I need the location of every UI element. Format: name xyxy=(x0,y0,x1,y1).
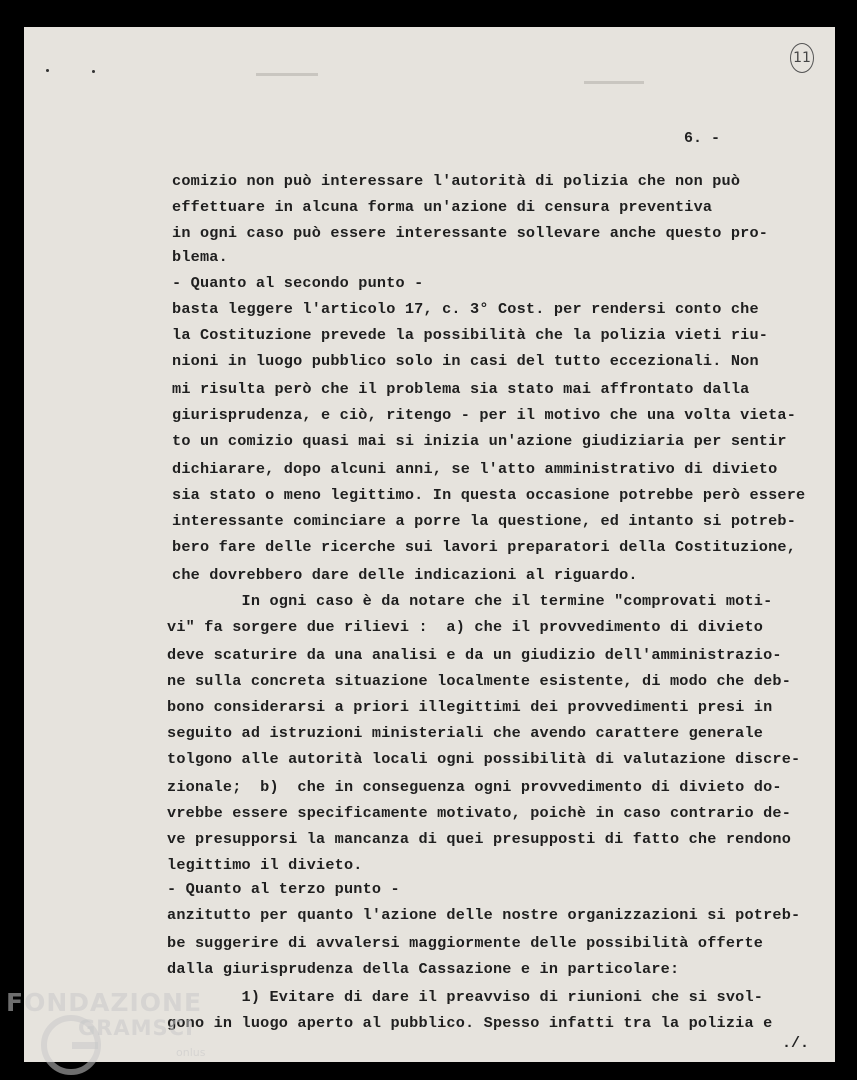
text-line: bero fare delle ricerche sui lavori preparatori della Costituzione, xyxy=(172,538,797,556)
text-line: gono in luogo aperto al pubblico. Spesso infatti tra la polizia e xyxy=(167,1014,773,1032)
text-line: giurisprudenza, e ciò, ritengo - per il motivo che una volta vieta- xyxy=(172,406,797,424)
text-line: seguito ad istruzioni ministeriali che avendo carattere generale xyxy=(167,724,764,742)
text-line: vrebbe essere specificamente motivato, poichè in caso contrario de- xyxy=(167,804,792,822)
text-line: sia stato o meno legittimo. In questa occasione potrebbe però essere xyxy=(172,486,806,504)
text-line: deve scaturire da una analisi e da un giudizio dell'amministrazio- xyxy=(167,646,782,664)
text-line: bono considerarsi a priori illegittimi dei provvedimenti presi in xyxy=(167,698,773,716)
text-line: 1) Evitare di dare il preavviso di riunioni che si svol- xyxy=(167,988,764,1006)
text-line: anzitutto per quanto l'azione delle nostre organizzazioni si potreb- xyxy=(167,906,801,924)
page-number: 6. - xyxy=(684,130,721,147)
text-line: nioni in luogo pubblico solo in casi del tutto eccezionali. Non xyxy=(172,352,759,370)
text-line: dalla giurisprudenza della Cassazione e in particolare: xyxy=(167,960,680,978)
text-line: dichiarare, dopo alcuni anni, se l'atto amministrativo di divieto xyxy=(172,460,778,478)
text-line: in ogni caso può essere interessante sollevare anche questo pro- xyxy=(172,224,769,242)
paper-smudge xyxy=(256,73,318,76)
text-line: effettuare in alcuna forma un'azione di censura preventiva xyxy=(172,198,713,216)
watermark-subtitle: GRAMSCI xyxy=(78,1016,194,1040)
text-line: to un comizio quasi mai si inizia un'azione giudiziaria per sentir xyxy=(172,432,787,450)
text-line: vi" fa sorgere due rilievi : a) che il provvedimento di divieto xyxy=(167,618,764,636)
text-line: mi risulta però che il problema sia stato mai affrontato dalla xyxy=(172,380,750,398)
watermark-title: FONDAZIONE xyxy=(6,988,203,1017)
text-line: - Quanto al secondo punto - xyxy=(172,274,424,292)
text-line: tolgono alle autorità locali ogni possibilità di valutazione discre- xyxy=(167,750,801,768)
text-line: legittimo il divieto. xyxy=(167,856,363,874)
text-line: comizio non può interessare l'autorità di polizia che non può xyxy=(172,172,741,190)
text-line: zionale; b) che in conseguenza ogni provvedimento di divieto do- xyxy=(167,778,782,796)
watermark-suffix: onlus xyxy=(176,1046,206,1059)
text-line: In ogni caso è da notare che il termine "comprovati moti- xyxy=(167,592,773,610)
archive-page-number: 11 xyxy=(790,43,814,73)
paper-smudge xyxy=(584,81,644,84)
text-line: blema. xyxy=(172,248,228,266)
text-line: ne sulla concreta situazione localmente esistente, di modo che deb- xyxy=(167,672,792,690)
text-line: la Costituzione prevede la possibilità che la polizia vieti riu- xyxy=(172,326,769,344)
text-line: basta leggere l'articolo 17, c. 3° Cost. per rendersi conto che xyxy=(172,300,759,318)
ink-speck xyxy=(92,70,95,73)
text-line: interessante cominciare a porre la questione, ed intanto si potreb- xyxy=(172,512,797,530)
text-line: - Quanto al terzo punto - xyxy=(167,880,400,898)
text-line: be suggerire di avvalersi maggiormente delle possibilità offerte xyxy=(167,934,764,952)
typewritten-page xyxy=(24,27,835,1062)
continuation-mark: ./. xyxy=(782,1035,810,1052)
ink-speck xyxy=(46,69,49,72)
text-line: ve presupporsi la mancanza di quei presupposti di fatto che rendono xyxy=(167,830,792,848)
text-line: che dovrebbero dare delle indicazioni al riguardo. xyxy=(172,566,638,584)
